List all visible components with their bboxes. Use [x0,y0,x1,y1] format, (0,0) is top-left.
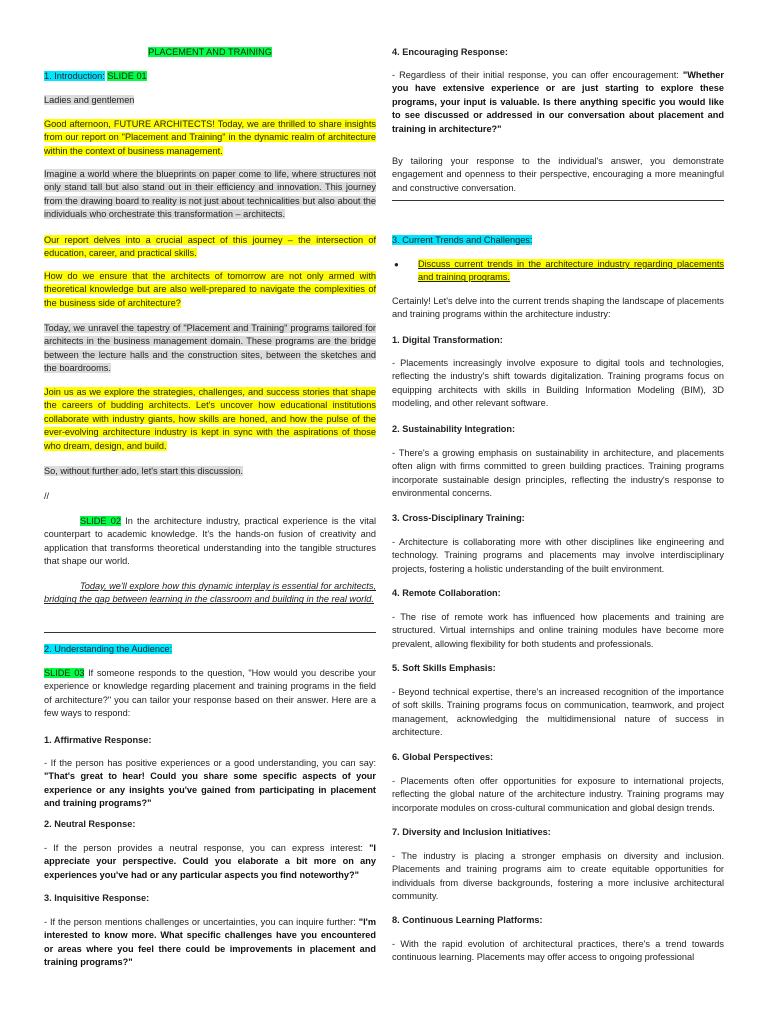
response-1-heading: 1. Affirmative Response: [44,735,152,745]
trend-7-heading: 7. Diversity and Inclusion Initiatives: [392,827,551,837]
response-2-heading: 2. Neutral Response: [44,819,136,829]
response-3-heading: 3. Inquisitive Response: [44,893,150,903]
certainly-para: Certainly! Let's delve into the current trends shaping the landscape of placements and training programs within the architecture industry: [392,296,724,320]
trend-4-text: - The rise of remote work has influenced how placements and training are structured. Virtual internships and online training modules have become more prevalent, allowing flexibility for both students and professionals. [392,612,724,649]
trend-1-text: - Placements increasingly involve exposure to digital tools and technologies, reflecting the industry's shift towards digitalization. Training programs focus on equipping architects with skills in Building Information Modeling (BIM), 3D modeling, and other relevant software. [392,358,724,409]
trends-heading-line [392,234,532,247]
para-3: Our report delves into a crucial aspect of this journey – the intersection of education, career, and practical skills. [44,235,376,259]
tailor-para: By tailoring your response to the individual's answer, you demonstrate engagement and openness to their perspective, encouraging a more meaningful and constructive conversation. [392,156,724,193]
response-4-text: - Regardless of their initial response, you can offer encouragement: "Whether you have extensive experience or are just starting to explore these programs, your input is valuable. Is there anything specific you would like to see discussed or addressed in our conversation about placement and training in architecture?" [392,70,724,134]
trend-7-text: - The industry is placing a stronger emphasis on diversity and inclusion. Placements and training programs aim to create equitable opportunities for individuals from diverse backgrounds, fostering a more inclusive architectural community. [392,851,724,902]
intro-slide-tag: SLIDE 01 [107,71,147,81]
para-9: Today, we'll explore how this dynamic interplay is essential for architects, bridging the gap between learning in the classroom and building in the real world. [44,581,376,605]
trend-2-heading: 2. Sustainability Integration: [392,424,516,434]
bullet-text: Discuss current trends in the architecture industry regarding placements and training programs. [418,259,724,283]
trends-heading: 3. Current Trends and Challenges: [392,235,533,245]
trend-2-text: - There's a growing emphasis on sustainability in architecture, and placements often align with firms committed to green building practices. Training programs incorporate sustainable design principles, reflecting the industry's response to environmental concerns. [392,448,724,499]
greeting-line [44,94,134,107]
trend-8-heading: 8. Continuous Learning Platforms: [392,915,543,925]
intro-heading: 1. Introduction: [44,71,105,81]
para-2: Imagine a world where the blueprints on paper come to life, where structures not only stand tall but also stand out in their efficiency and innovation. This journey from the drawing board to reality is not just about technicalities but also about the individuals who orchestrate this transformation – architects. [44,169,376,220]
trend-4-heading: 4. Remote Collaboration: [392,588,501,598]
doc-title-line [44,46,376,59]
audience-heading: 2. Understanding the Audience: [44,644,173,654]
intro-heading-line [44,70,147,83]
trend-6-text: - Placements often offer opportunities for exposure to international projects, reflecting the global nature of the architecture industry. Training programs may incorporate modules on cross-cultural communication and global design trends. [392,776,724,813]
response-3-text: - If the person mentions challenges or uncertainties, you can inquire further: "I'm interested to know more. What specific challenges have you encountered or areas where you feel there could be improvements in placement and training programs?" [44,917,376,968]
trends-bullet [392,258,724,285]
doc-title: PLACEMENT AND TRAINING [148,47,272,57]
audience-heading-line [44,643,172,656]
trend-8-text: - With the rapid evolution of architectural practices, there's a trend towards continuous learning. Placements may offer access to ongoing professional [392,939,724,963]
para-4: How do we ensure that the architects of tomorrow are not only armed with theoretical knowledge but are also well-prepared to navigate the complexities of the business side of architecture? [44,271,376,308]
trend-3-text: - Architecture is collaborating more with other disciplines like engineering and technology. Training programs and placements may involve interdisciplinary projects, fostering a holistic understanding of the built environment. [392,537,724,574]
para-1: Good afternoon, FUTURE ARCHITECTS! Today, we are thrilled to share insights from our report on "Placement and Training" in the dynamic realm of architecture within the context of business management. [44,119,376,156]
slide-02-tag: SLIDE 02 [80,516,121,526]
trend-3-heading: 3. Cross-Disciplinary Training: [392,513,525,523]
separator-text: // [44,491,50,501]
bullet-icon: ● [394,260,399,269]
trend-6-heading: 6. Global Perspectives: [392,752,494,762]
response-2-text: - If the person provides a neutral response, you can express interest: "I appreciate your perspective. Could you elaborate a bit more on any experiences you've had or any particular aspects you find noteworthy?" [44,843,376,880]
para-6: Join us as we explore the strategies, challenges, and success stories that shape the careers of budding architects. Let's uncover how educational institutions collaborate with industry giants, how skills are honed, and how the pulse of the ever-evolving architecture industry is kept in sync with the aspirations of those who dream, design, and build. [44,387,376,451]
slide-03-tag: SLIDE 03 [44,668,85,678]
greeting: Ladies and gentlemen [44,95,135,105]
trend-1-heading: 1. Digital Transformation: [392,335,503,345]
trend-5-heading: 5. Soft Skills Emphasis: [392,663,496,673]
section-divider-left [44,632,376,633]
para-8: SLIDE 02 In the architecture industry, practical experience is the vital counterpart to academic knowledge. It's the hands-on fusion of creativity and application that transforms theoretical understanding into the tangible structures that shape our world. [44,516,376,567]
trend-5-text: - Beyond technical expertise, there's an increased recognition of the importance of soft skills. Training programs focus on communication, teamwork, and project management, acknowledging the multidimensional nature of success in architecture. [392,687,724,738]
para-10: SLIDE 03 If someone responds to the question, "How would you describe your experience or knowledge regarding placement and training programs in the field of architecture?" you can tailor your response based on their answer. Here are a few ways to respond: [44,668,376,719]
section-divider-right [392,200,724,201]
para-7: So, without further ado, let's start this discussion. [44,466,243,476]
para-5: Today, we unravel the tapestry of "Placement and Training" programs tailored for architects in the business management domain. These programs are the bridge between the lecture halls and the construction sites, between the sketches and the boardrooms. [44,323,376,374]
response-4-heading: 4. Encouraging Response: [392,47,508,57]
response-1-text: - If the person has positive experiences or a good understanding, you can say: "That's great to hear! Could you share some specific aspects of your experience or any insights you've gained from participating in placement and training programs?" [44,758,376,809]
